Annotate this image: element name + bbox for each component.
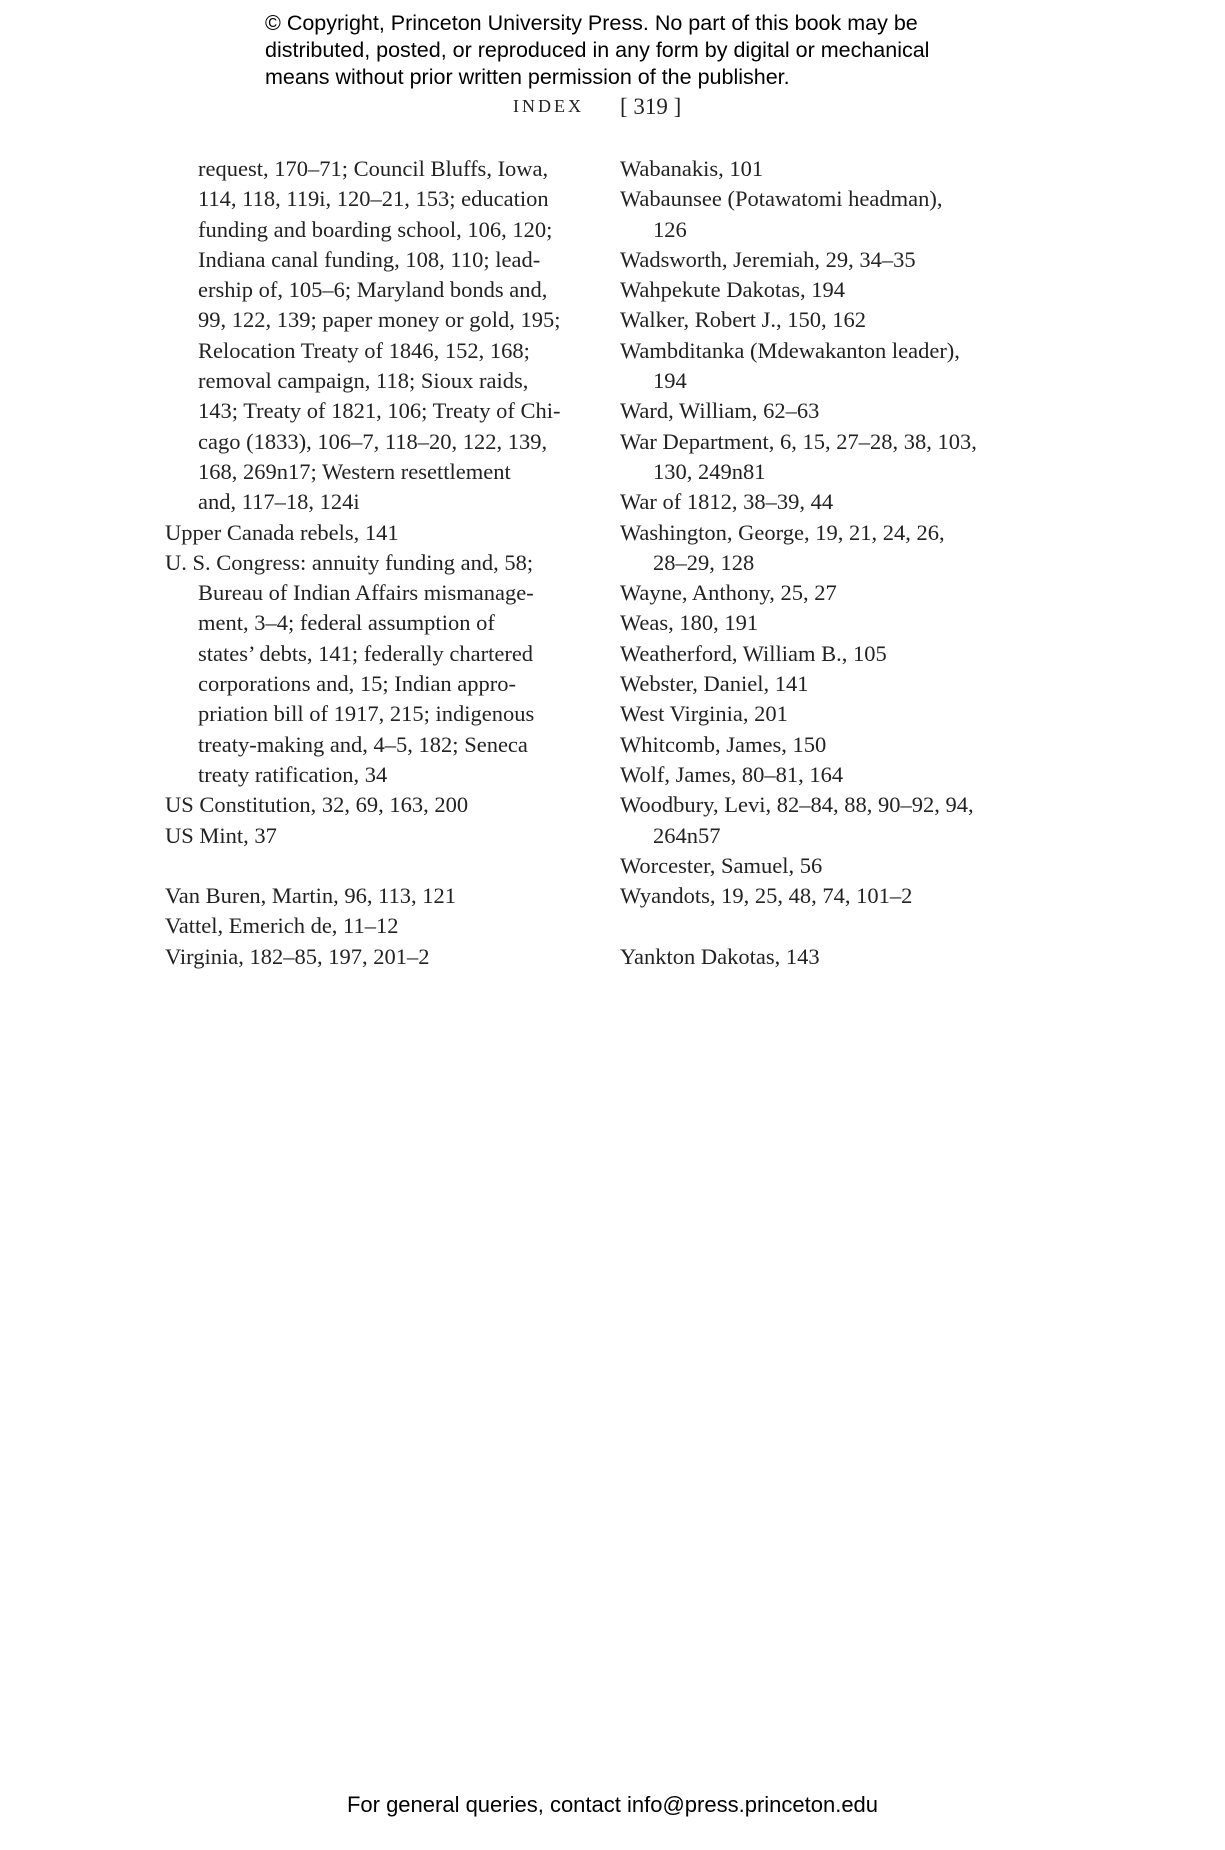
index-entry [620, 336, 1040, 397]
index-entry-continued [165, 154, 585, 518]
index-entry-line: request, 170–71; Council Bluffs, Iowa, [198, 156, 549, 181]
index-entry [165, 942, 585, 972]
index-entry-line: Virginia, 182–85, 197, 201–2 [165, 943, 430, 969]
index-entry [620, 427, 1040, 488]
index-entry-line: Vattel, Emerich de, 11–12 [165, 913, 399, 939]
index-entry [165, 911, 585, 941]
index-entry [620, 578, 1040, 608]
index-entry [620, 487, 1040, 517]
page-number: [ 319 ] [620, 94, 682, 119]
index-entry-line: Indiana canal funding, 108, 110; lead- [198, 246, 541, 272]
index-entry [620, 669, 1040, 699]
letter-group-gap [620, 911, 1040, 941]
index-entry-line: Upper Canada rebels, 141 [165, 519, 399, 545]
index-entry-line: War of 1812, 38–39, 44 [620, 489, 834, 515]
index-entry-line: Relocation Treaty of 1846, 152, 168; [198, 337, 530, 363]
index-entry-line: and, 117–18, 124i [198, 489, 360, 515]
index-column-right [620, 154, 1040, 972]
index-entry-line: Wadsworth, Jeremiah, 29, 34–35 [620, 246, 916, 272]
index-entry-line: removal campaign, 118; Sioux raids, [198, 368, 529, 394]
running-head-label: INDEX [513, 96, 584, 116]
copyright-line: © Copyright, Princeton University Press. No part of this book may be [265, 11, 918, 35]
index-entry-line: 130, 249n81 [653, 458, 766, 484]
index-entry [620, 305, 1040, 335]
index-entry-line: U. S. Congress: annuity funding and, 58; [165, 549, 534, 575]
index-entry-line: 126 [653, 216, 687, 242]
index-entry [620, 608, 1040, 638]
index-entry [620, 245, 1040, 275]
index-entry-line: Weatherford, William B., 105 [620, 640, 887, 666]
index-entry-line: 143; Treaty of 1821, 106; Treaty of Chi- [198, 398, 561, 424]
copyright-line: distributed, posted, or reproduced in any form by digital or mechanical [265, 38, 930, 62]
index-entry-line: ership of, 105–6; Maryland bonds and, [198, 277, 548, 303]
index-entry [165, 821, 585, 851]
index-entry-line: War Department, 6, 15, 27–28, 38, 103, [620, 428, 977, 454]
index-entry [165, 790, 585, 820]
index-entry [165, 518, 585, 548]
copyright-line: means without prior written permission of the publisher. [265, 65, 790, 89]
index-entry-line: cago (1833), 106–7, 118–20, 122, 139, [198, 428, 548, 454]
index-entry-line: US Mint, 37 [165, 822, 277, 848]
index-entry-line: US Constitution, 32, 69, 163, 200 [165, 792, 469, 818]
index-entry-line: Weas, 180, 191 [620, 610, 759, 636]
index-entry-line: priation bill of 1917, 215; indigenous [198, 701, 535, 727]
index-entry-line: 168, 269n17; Western resettlement [198, 458, 511, 484]
index-entry [620, 790, 1040, 851]
index-entry-line: funding and boarding school, 106, 120; [198, 216, 553, 242]
footer-contact: For general queries, contact info@press.princeton.edu [346, 1792, 879, 1817]
index-entry-line: states’ debts, 141; federally chartered [198, 640, 534, 666]
index-entry [620, 184, 1040, 245]
index-entry-line: Wyandots, 19, 25, 48, 74, 101–2 [620, 883, 913, 909]
index-entry-line: treaty-making and, 4–5, 182; Seneca [198, 731, 528, 757]
index-entry-line: 194 [653, 368, 687, 394]
index-entry [620, 942, 1040, 972]
index-entry [620, 851, 1040, 881]
index-entry [165, 881, 585, 911]
index-entry-line: Woodbury, Levi, 82–84, 88, 90–92, 94, [620, 792, 974, 818]
index-entry [620, 760, 1040, 790]
index-entry-line: 99, 122, 139; paper money or gold, 195; [198, 307, 561, 333]
index-entry-line: Washington, George, 19, 21, 24, 26, [620, 519, 945, 545]
copyright-notice [265, 10, 1005, 91]
index-entry [620, 699, 1040, 729]
index-entry-line: Wayne, Anthony, 25, 27 [620, 580, 837, 606]
index-entry-line: Van Buren, Martin, 96, 113, 121 [165, 883, 457, 909]
index-entry-line: ment, 3–4; federal assumption of [198, 610, 495, 636]
index-entry [620, 518, 1040, 579]
index-entry [165, 548, 585, 790]
index-entry-line: Whitcomb, James, 150 [620, 731, 827, 757]
index-entry-line: West Virginia, 201 [620, 701, 788, 727]
index-entry-line: 264n57 [653, 822, 721, 848]
index-entry [620, 639, 1040, 669]
index-entry-line: Wolf, James, 80–81, 164 [620, 761, 844, 787]
index-entry [620, 275, 1040, 305]
letter-group-gap [165, 851, 585, 881]
index-entry-line: Yankton Dakotas, 143 [620, 943, 820, 969]
index-entry-line: corporations and, 15; Indian appro- [198, 671, 517, 697]
index-entry-line: treaty ratification, 34 [198, 761, 388, 787]
index-entry-line: 114, 118, 119i, 120–21, 153; education [198, 186, 549, 212]
index-entry-line: Walker, Robert J., 150, 162 [620, 307, 866, 333]
index-entry [620, 396, 1040, 426]
index-entry [620, 154, 1040, 184]
index-entry [620, 730, 1040, 760]
index-entry-line: Wabaunsee (Potawatomi headman), [620, 186, 943, 212]
index-entry-line: Wabanakis, 101 [620, 156, 764, 181]
index-entry-line: Webster, Daniel, 141 [620, 671, 809, 697]
index-entry [620, 881, 1040, 911]
index-entry-line: Bureau of Indian Affairs mismanage- [198, 580, 534, 606]
index-entry-line: Wambditanka (Mdewakanton leader), [620, 337, 960, 363]
index-entry-line: 28–29, 128 [653, 549, 755, 575]
index-entry-line: Ward, William, 62–63 [620, 398, 820, 424]
index-entry-line: Worcester, Samuel, 56 [620, 852, 823, 878]
index-column-left [165, 154, 585, 972]
index-entry-line: Wahpekute Dakotas, 194 [620, 277, 845, 303]
